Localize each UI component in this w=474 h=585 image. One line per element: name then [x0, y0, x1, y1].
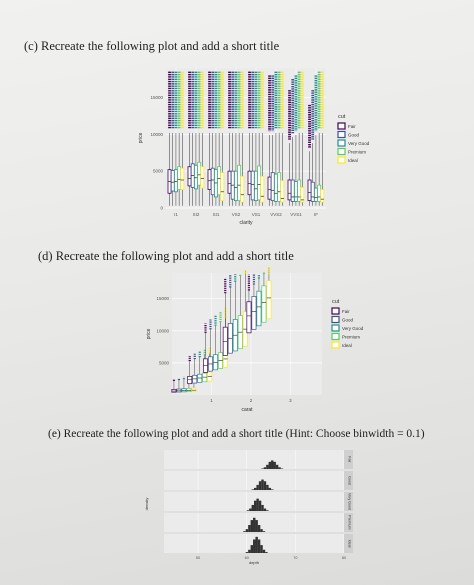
x-tick-label: 60 — [244, 556, 249, 560]
box — [298, 180, 301, 201]
facet-label: Premium — [347, 515, 352, 530]
box — [188, 167, 191, 186]
histogram-bar — [255, 520, 257, 532]
histogram-bar — [248, 550, 250, 553]
histogram-bar — [261, 505, 263, 511]
box — [194, 165, 197, 189]
x-tick-label: 50 — [195, 556, 201, 560]
legend-label: Ideal — [342, 343, 352, 348]
box — [248, 171, 251, 195]
question-e: (e) Recreate the following plot and add a short title (Hint: Choose binwidth = 0.1) — [48, 428, 425, 440]
legend-label: Fair — [342, 309, 350, 314]
histogram-bar — [254, 488, 256, 490]
histogram-bar — [266, 485, 268, 490]
histogram-bar — [260, 545, 262, 553]
histogram-bar — [261, 480, 263, 490]
histogram-bar — [271, 489, 273, 490]
carat-price-boxplot — [140, 267, 380, 412]
box — [314, 188, 317, 201]
box — [203, 373, 207, 382]
x-axis-title: clarity — [239, 220, 253, 226]
y-axis-title: density — [144, 497, 149, 511]
box — [208, 170, 211, 190]
box — [252, 296, 256, 329]
x-tick-label: VVS2 — [270, 212, 282, 217]
histogram-bar — [276, 465, 278, 469]
box — [201, 167, 204, 188]
facet-label: Fair — [347, 456, 352, 463]
box — [254, 171, 257, 200]
histogram-bar — [264, 481, 266, 490]
y-axis-title: price — [146, 328, 152, 340]
histogram-bar — [269, 462, 271, 469]
histogram-bar — [251, 520, 253, 532]
box — [257, 291, 261, 326]
x-tick-label: SI2 — [192, 212, 200, 217]
histogram-bar — [253, 539, 255, 553]
box — [278, 173, 281, 202]
histogram-bar — [259, 481, 261, 490]
histogram-bar — [255, 537, 257, 553]
box — [198, 374, 202, 382]
y-tick-label: 5000 — [152, 168, 163, 174]
histogram-bar — [249, 509, 251, 511]
x-tick-label: 1 — [210, 398, 213, 403]
y-tick-label: 5000 — [158, 360, 169, 366]
box — [271, 173, 274, 201]
box — [274, 174, 277, 201]
box — [174, 170, 177, 192]
box — [228, 171, 231, 193]
legend-key — [332, 334, 339, 340]
legend-title: cut — [338, 114, 346, 120]
facet-panel — [164, 450, 344, 469]
legend-label: Very Good — [348, 141, 370, 146]
histogram-bar — [266, 510, 268, 511]
histogram-bar — [273, 462, 275, 469]
box — [281, 181, 284, 202]
facet-panel — [164, 471, 344, 490]
y-tick-label: 10000 — [156, 328, 169, 334]
y-tick-label: 0 — [160, 205, 163, 211]
histogram-bar — [269, 488, 271, 490]
question-d: (d) Recreate the following plot and add a short title — [38, 249, 294, 263]
legend-key — [338, 132, 345, 138]
histogram-bar — [256, 485, 258, 490]
facet-label: Very Good — [347, 493, 352, 510]
facet-label: Ideal — [347, 539, 352, 548]
histogram-bar — [263, 550, 265, 553]
box — [262, 286, 266, 322]
box — [208, 372, 212, 381]
legend-key — [332, 342, 339, 348]
histogram-bar — [258, 539, 260, 553]
legend-label: Premium — [342, 334, 361, 340]
x-tick-label: SI1 — [212, 212, 220, 217]
box — [268, 177, 271, 199]
x-axis-title: depth — [248, 560, 260, 565]
legend-key — [332, 317, 339, 323]
legend-key — [338, 123, 345, 129]
box — [214, 170, 217, 197]
box — [198, 162, 201, 185]
box — [308, 180, 311, 201]
box — [241, 176, 244, 202]
y-tick-label: 10000 — [150, 131, 163, 137]
legend-label: Premium — [348, 149, 367, 155]
question-c: (c) Recreate the following plot and add a short title — [24, 39, 280, 53]
histogram-bar — [264, 509, 266, 511]
depth-histogram-facets — [140, 446, 360, 568]
histogram-bar — [254, 501, 256, 511]
y-axis-title: price — [138, 132, 144, 144]
box — [171, 170, 174, 191]
histogram-bar — [252, 489, 254, 490]
box — [247, 302, 251, 333]
y-tick-label: 15000 — [150, 94, 163, 100]
box — [238, 165, 241, 200]
x-tick-label: VS1 — [251, 212, 261, 217]
box — [321, 190, 324, 203]
facet-label: Good — [347, 476, 352, 485]
histogram-bar — [265, 552, 267, 553]
box — [181, 168, 184, 189]
histogram-bar — [271, 460, 273, 469]
histogram-bar — [278, 467, 280, 469]
box — [221, 173, 224, 201]
clarity-price-boxplot — [130, 62, 380, 234]
box — [178, 167, 181, 190]
legend-label: Very Good — [342, 326, 364, 331]
box — [288, 180, 291, 200]
x-tick-label: I1 — [174, 212, 178, 217]
box — [311, 182, 314, 201]
x-axis-title: carat — [241, 407, 253, 412]
legend-key — [338, 140, 345, 146]
legend-key — [338, 157, 345, 163]
histogram-bar — [258, 525, 260, 532]
histogram-bar — [246, 552, 248, 553]
histogram-bar — [256, 499, 258, 511]
box — [218, 167, 221, 195]
x-tick-label: 70 — [293, 556, 298, 560]
legend-label: Fair — [348, 124, 356, 129]
histogram-bar — [243, 531, 245, 532]
legend-label: Good — [342, 317, 354, 323]
histogram-bar — [260, 529, 262, 532]
histogram-bar — [247, 510, 249, 511]
box — [234, 171, 237, 200]
legend-label: Ideal — [348, 158, 358, 163]
histogram-bar — [252, 505, 254, 511]
x-tick-label: VVS1 — [290, 212, 302, 217]
histogram-bar — [248, 525, 250, 532]
histogram-bar — [263, 531, 265, 532]
legend-key — [338, 149, 345, 155]
box — [318, 185, 321, 201]
x-tick-label: 3 — [289, 398, 292, 403]
histogram-bar — [253, 518, 255, 532]
x-tick-label: 2 — [249, 398, 253, 403]
box — [211, 168, 214, 195]
histogram-bar — [266, 465, 268, 469]
y-tick-label: 15000 — [156, 296, 169, 302]
box — [291, 180, 294, 201]
box — [251, 171, 254, 200]
box — [182, 389, 186, 392]
x-tick-label: 80 — [341, 556, 347, 560]
box — [187, 388, 191, 391]
histogram-bar — [264, 467, 266, 469]
x-tick-label: IF — [314, 212, 318, 217]
histogram-bar — [246, 529, 248, 532]
legend-title: cut — [332, 299, 340, 305]
box — [261, 176, 264, 202]
histogram-bar — [251, 545, 253, 553]
box — [192, 388, 196, 391]
histogram-bar — [259, 501, 261, 511]
legend-key — [332, 325, 339, 331]
box — [258, 166, 261, 200]
box — [267, 281, 271, 319]
legend-key — [332, 308, 339, 314]
legend-label: Good — [348, 132, 360, 138]
x-tick-label: VS2 — [231, 212, 241, 217]
box — [294, 181, 297, 201]
